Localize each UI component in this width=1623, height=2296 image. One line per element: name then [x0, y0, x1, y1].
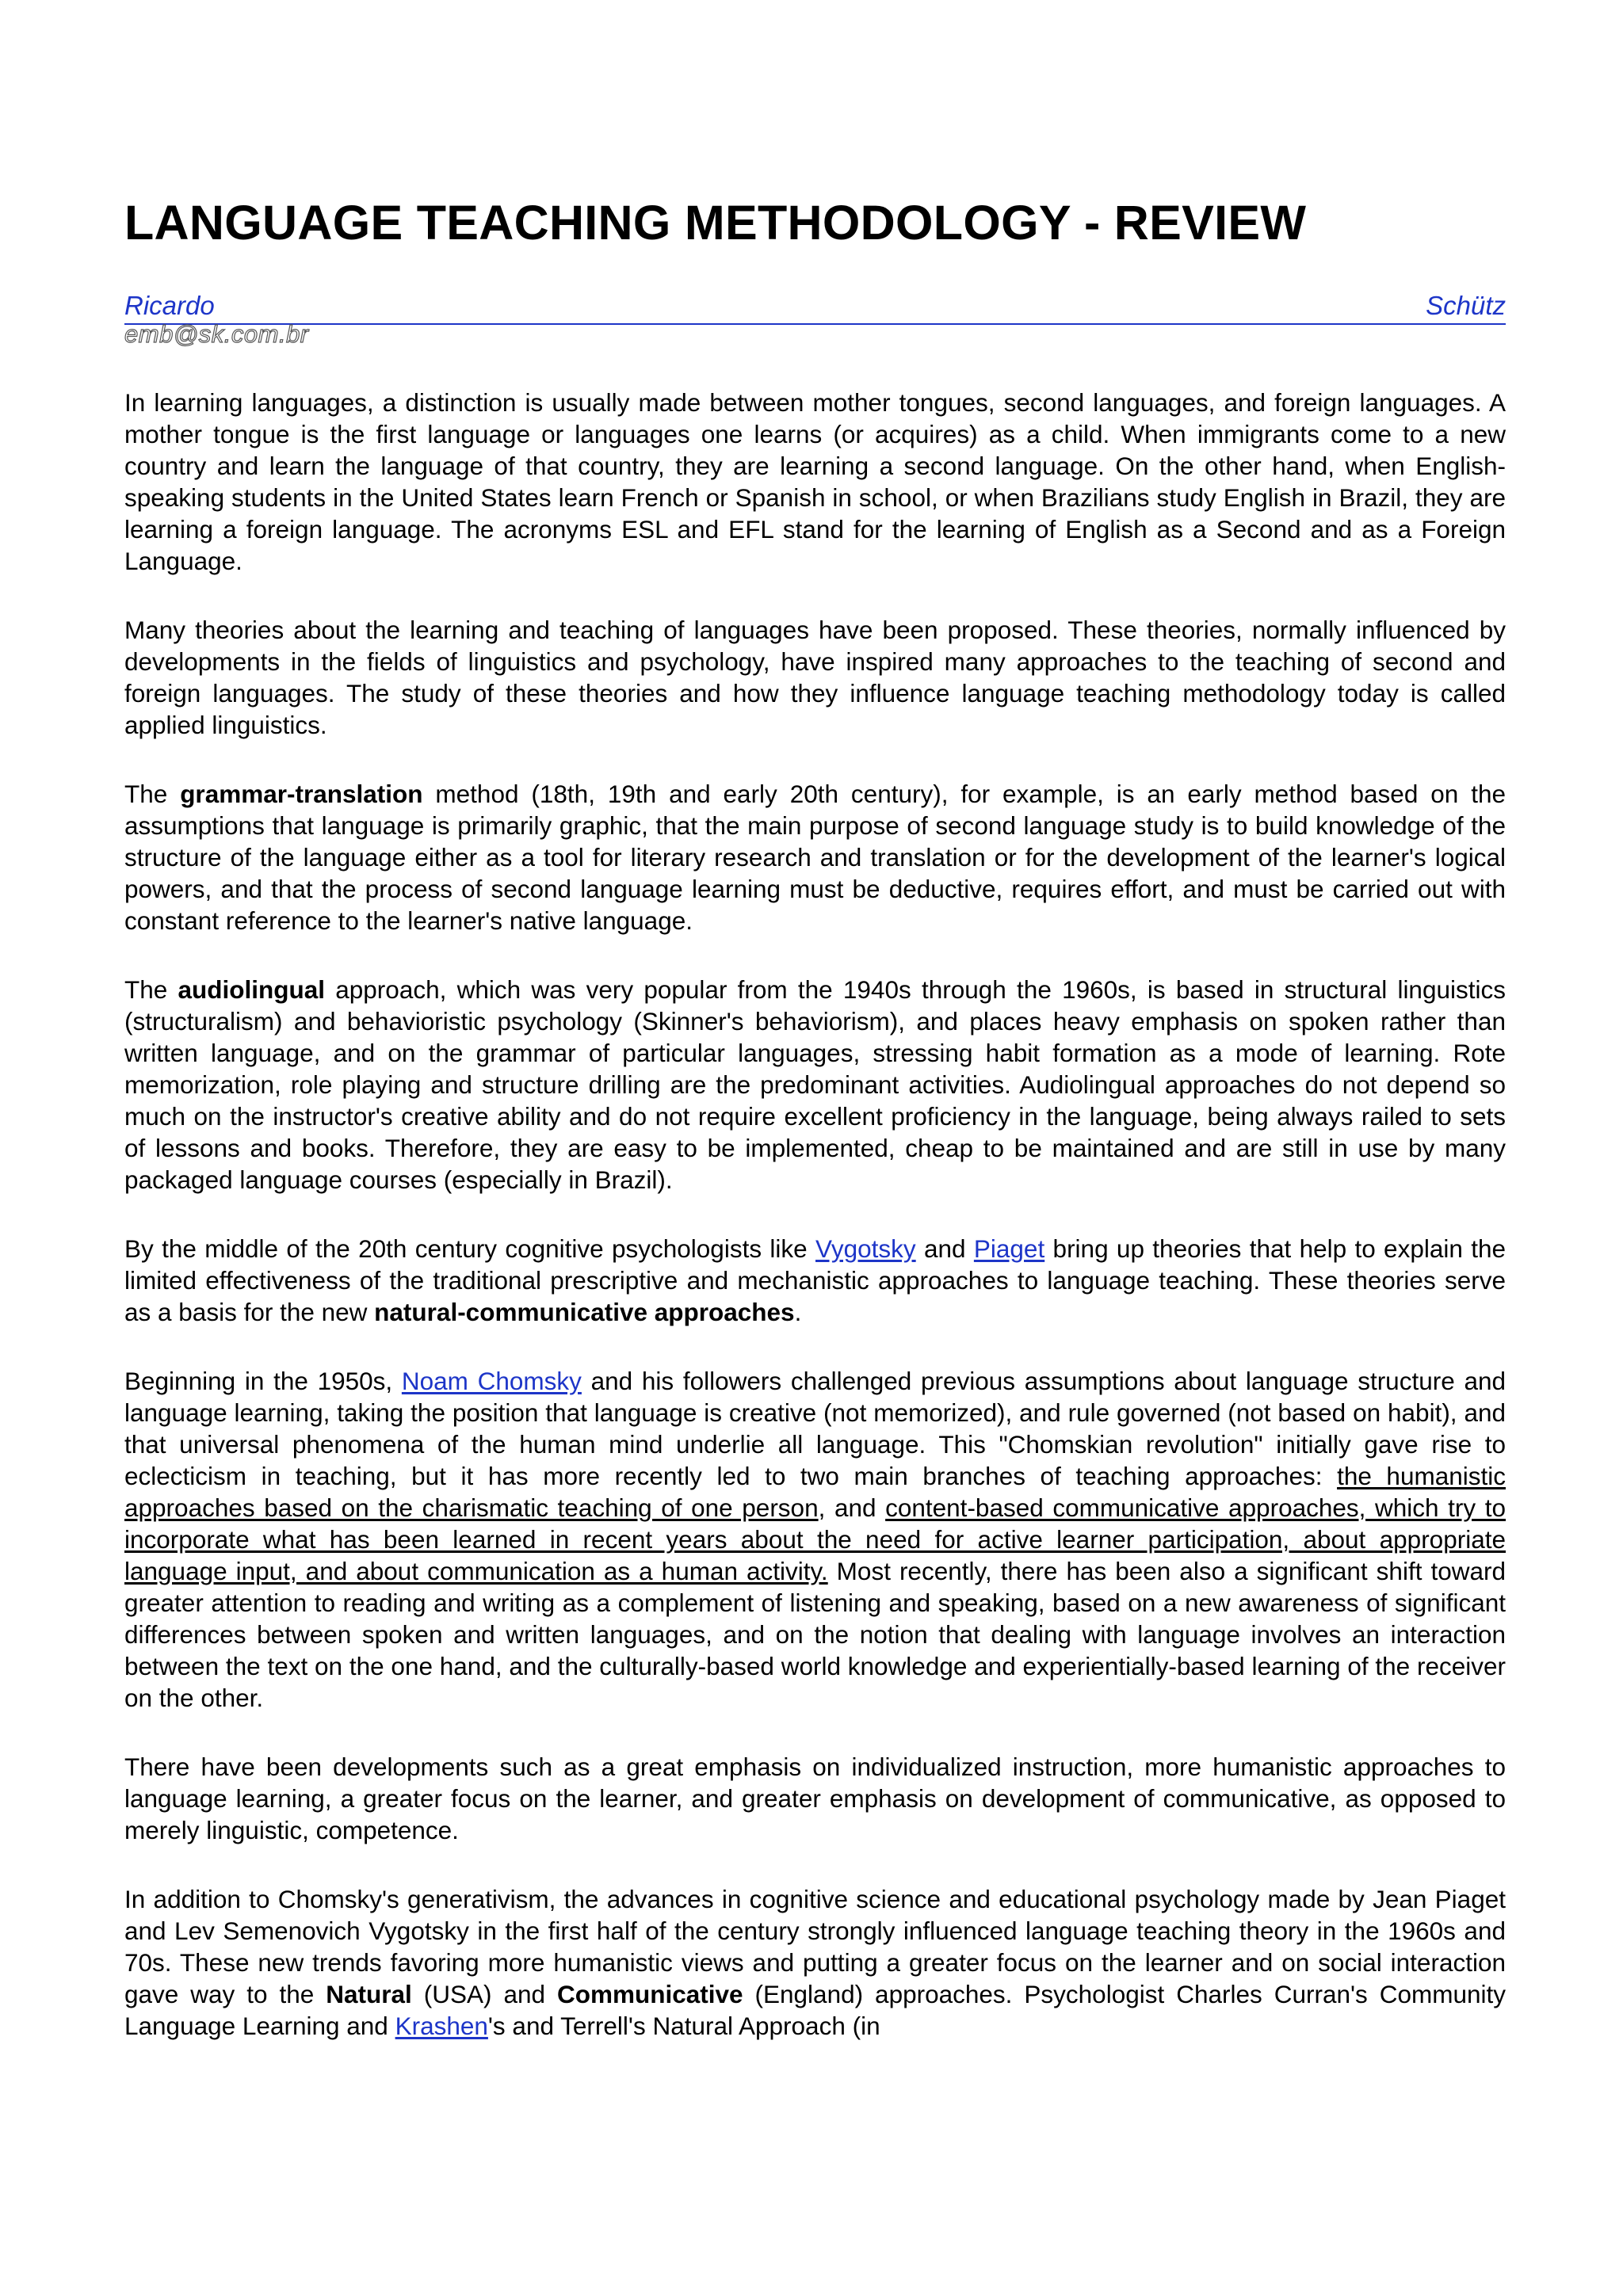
- text-segment: .: [794, 1298, 802, 1326]
- text-segment: By the middle of the 20th century cognitive psychologists like: [124, 1234, 816, 1263]
- text-segment: approach, which was very popular from the 1940s through the 1960s, is based in structural linguistics (structuralism) and behavioristic psychology (Skinner's behaviorism), and places heavy emphasis on spoken rather than written language, and on the grammar of particular languages, stressing habit formation as a mode of learning. Rote memorization, role playing and structure drilling are the predominant activities. Audiolingual approaches do not depend so much on the instructor's creative ability and do not require excellent proficiency in the language, being always railed to sets of lessons and books. Therefore, they are easy to be implemented, cheap to be maintained and are still in use by many packaged language courses (especially in Brazil).: [124, 975, 1506, 1194]
- underlined-content-based: content-based communicative approaches, which try to incorporate what has been learned in recent years about the need for active learner participation, about appropriate language input, and about communication as a human activity.: [124, 1493, 1506, 1585]
- paragraph-cognitive: [124, 1233, 1506, 1328]
- text-segment: , and: [818, 1493, 886, 1522]
- vygotsky-link[interactable]: Vygotsky: [815, 1234, 916, 1263]
- text-segment: (England) approaches. Psychologist Charles Curran's Community Language Learning and: [124, 1980, 1506, 2040]
- article-body: [124, 387, 1506, 2079]
- paragraph-grammar-translation: [124, 778, 1506, 936]
- text-segment: 's and Terrell's Natural Approach (in: [487, 2012, 880, 2040]
- underlined-humanistic: the humanistic approaches based on the charismatic teaching of one person: [124, 1462, 1506, 1522]
- author-email: emb@sk.com.br: [124, 320, 309, 348]
- paragraph-theories: Many theories about the learning and teaching of languages have been proposed. These theories, normally influenced by developments in the fields of linguistics and psychology, have inspired many approaches to the teaching of second and foreign languages. The study of these theories and how they influence language teaching methodology today is called applied linguistics.: [124, 616, 1506, 739]
- text-segment: and: [915, 1234, 974, 1263]
- term-natural-communicative: natural-communicative approaches: [374, 1298, 795, 1326]
- paragraph-intro: In learning languages, a distinction is usually made between mother tongues, second languages, and foreign languages. A mother tongue is the first language or languages one learns (or acquires) as a child. When immigrants come to a new country and learn the language of that country, they are learning a second language. On the other hand, when English-speaking students in the United States learn French or Spanish in school, or when Brazilians study English in Brazil, they are learning a foreign language. The acronyms ESL and EFL stand for the learning of English as a Second and as a Foreign Language.: [124, 388, 1506, 575]
- term-audiolingual: audiolingual: [178, 975, 326, 1004]
- author-link[interactable]: [124, 288, 1506, 325]
- text-segment: In addition to Chomsky's generativism, the advances in cognitive science and educational psychology made by Jean Piaget and Lev Semenovich Vygotsky in the first half of the century strongly influenced language teaching theory in the 1960s and 70s. These new trends favoring more humanistic views and putting a greater focus on the learner and on social interaction gave way to the: [124, 1885, 1506, 2008]
- paragraph-audiolingual: [124, 974, 1506, 1196]
- text-segment: method (18th, 19th and early 20th century), for example, is an early method based on the assumptions that language is primarily graphic, that the main purpose of second language study is to build knowledge of the structure of the language either as a tool for literary research and translation or for the development of the learner's logical powers, and that the process of second language learning must be deductive, requires effort, and must be carried out with constant reference to the learner's native language.: [124, 780, 1506, 935]
- text-segment: The: [124, 780, 181, 808]
- text-segment: Beginning in the 1950s,: [124, 1367, 402, 1395]
- term-grammar-translation: grammar-translation: [180, 780, 423, 808]
- paragraph-chomsky: [124, 1365, 1506, 1714]
- text-segment: bring up theories that help to explain the limited effectiveness of the traditional prescriptive and mechanistic approaches to language teaching. These theories serve as a basis for the new: [124, 1234, 1507, 1326]
- author-last-name: Schütz: [1426, 291, 1506, 320]
- term-communicative: Communicative: [556, 1980, 743, 2008]
- paragraph-developments: There have been developments such as a great emphasis on individualized instruction, more humanistic approaches to language learning, a greater focus on the learner, and greater emphasis on development of communicative, as opposed to merely linguistic, competence.: [124, 1753, 1506, 1844]
- author-first-name: Ricardo: [124, 291, 215, 320]
- paragraph-generativism: [124, 1883, 1506, 2042]
- text-segment: and his followers challenged previous assumptions about language structure and language learning, taking the position that language is creative (not memorized), and rule governed (not based on habit), and that universal phenomena of the human mind underlie all language. This "Chomskian revolution" initially gave rise to eclecticism in teaching, but it has more recently led to two main branches of teaching approaches:: [124, 1367, 1507, 1490]
- text-segment: The: [124, 975, 178, 1004]
- document-title: LANGUAGE TEACHING METHODOLOGY - REVIEW: [124, 196, 1307, 250]
- piaget-link[interactable]: Piaget: [973, 1234, 1045, 1263]
- noam-chomsky-link[interactable]: Noam Chomsky: [401, 1367, 582, 1395]
- term-natural: Natural: [326, 1980, 412, 2008]
- text-segment: Most recently, there has been also a significant shift toward greater attention to reading and writing as a complement of listening and speaking, based on a new awareness of significant differences between spoken and written languages, and on the notion that dealing with language involves an interaction between the text on the one hand, and the culturally-based world knowledge and experientially-based learning of the receiver on the other.: [124, 1557, 1506, 1712]
- text-segment: (USA) and: [411, 1980, 557, 2008]
- krashen-link[interactable]: Krashen: [395, 2012, 488, 2040]
